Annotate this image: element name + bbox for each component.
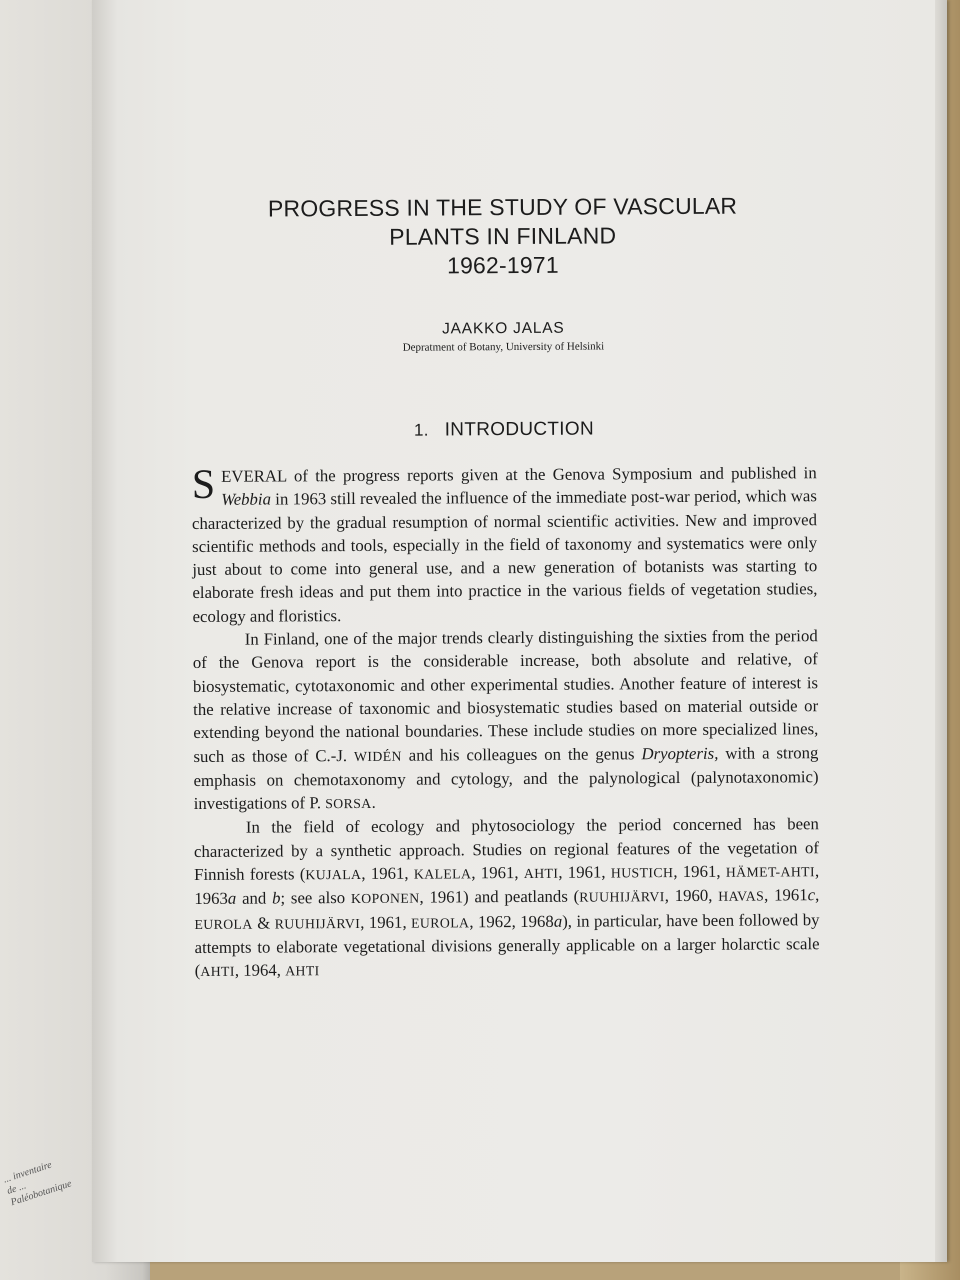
text-run: , 1961,: [360, 912, 412, 932]
text-run: , 1960,: [664, 886, 719, 906]
text-run: ), in particular, have been followed by attempts to elaborate vegetational divisions generally applicable on a larger holarctic scale (: [194, 909, 820, 981]
library-stamp: ... inventaire de ... Paléobotanique: [2, 1159, 74, 1209]
section-heading: [191, 417, 816, 443]
drop-cap: S: [191, 461, 216, 508]
cited-author: HUSTICH: [610, 865, 674, 881]
page-edge: [935, 0, 947, 1262]
author-name: JAAKKO JALAS: [442, 319, 565, 338]
text-run: , 1962, 1968: [469, 911, 554, 931]
italic-text: a: [553, 911, 563, 931]
cited-author: KALELA: [413, 866, 472, 882]
text-run: , 1961,: [361, 863, 414, 884]
cited-author: RUUHIJÄRVI: [579, 889, 665, 905]
article-title: [190, 191, 816, 282]
cited-author: EUROLA: [411, 914, 470, 931]
cited-author: KUJALA: [305, 867, 362, 883]
text-run: and: [236, 888, 273, 909]
cited-author: AHTI: [285, 963, 320, 979]
text-run: and his colleagues on the genus: [401, 743, 642, 765]
section-title: INTRODUCTION: [444, 418, 595, 441]
text-run: &: [252, 913, 275, 933]
text-run: with a strong emphasis on chemotaxonomy and cytology, and the palynological (palynotaxonomic) investigations of P.: [193, 742, 819, 814]
text-run: , 1961,: [558, 862, 611, 882]
italic-text: Webbia: [221, 489, 272, 510]
italic-text: Dryopteris,: [641, 743, 719, 763]
text-run: , 1961,: [673, 861, 726, 882]
title-years: 1962-1971: [446, 251, 559, 279]
author-affiliation: Depratment of Botany, University of Helsinki: [402, 340, 605, 354]
cited-author: KOPONEN: [350, 890, 420, 907]
text-run: , 1964,: [234, 960, 286, 980]
text-run: .: [371, 793, 376, 813]
text-run: In the field of ecology and phytosociology the period concerned has been characterized by a synthetic approach. Studies on regional features of the vegetation of Finnish forests (: [193, 814, 820, 885]
text-run: ,: [815, 885, 820, 905]
italic-text: c: [807, 885, 816, 905]
body-text: [192, 461, 820, 983]
cited-author: EUROLA: [194, 916, 253, 932]
text-run: , 1961,: [471, 863, 524, 883]
text-run: , 1963: [194, 861, 820, 909]
paragraph: [193, 624, 819, 816]
paragraph: [194, 813, 820, 984]
cited-author: AHTI: [200, 963, 235, 980]
text-run: In Finland, one of the major trends clearly distinguishing the sixties from the period of the Genova report is the considerable increase, both absolute and relative, of biosystematic, cytotaxonomic and other experimental studies. Another feature of interest is the relative increase of taxonomic and biosystematic studies based on material outside or extending beyond the national boundaries. These include studies on more specialized lines, such as those of C.-J.: [192, 626, 819, 766]
text-run: , 1961: [764, 885, 808, 905]
cited-author: WIDÉN: [353, 748, 402, 764]
text-run: in 1963 still revealed the influence of the immediate post-war period, which was characterized by the gradual resumption of normal scientific activities. New and improved scientific methods and tools, especially in the field of taxonomy and systematics were only just about to come into general use, and a new generation of botanists was starting to elaborate fresh ideas and put them into practice in the various fields of vegetation studies, ecology and floristics.: [191, 486, 818, 626]
cited-author: RUUHIJÄRVI: [274, 915, 361, 932]
title-line-1: PROGRESS IN THE STUDY OF VASCULAR: [267, 192, 738, 222]
text-run: EVERAL of the progress reports given at the Genova Symposium and published in: [221, 463, 817, 486]
title-line-2: PLANTS IN FINLAND: [389, 222, 617, 250]
italic-text: a: [227, 889, 237, 909]
cited-author: HÄMET-AHTI: [725, 864, 815, 880]
article-text: [190, 191, 820, 983]
cited-author: SORSA: [325, 796, 372, 812]
text-run: ; see also: [280, 888, 351, 908]
text-run: , 1961) and peatlands (: [419, 886, 580, 907]
paragraph: [192, 461, 818, 628]
cited-author: HAVAS: [718, 888, 765, 905]
section-number: 1.: [413, 420, 429, 440]
cited-author: AHTI: [523, 865, 559, 882]
italic-text: b: [272, 888, 281, 908]
